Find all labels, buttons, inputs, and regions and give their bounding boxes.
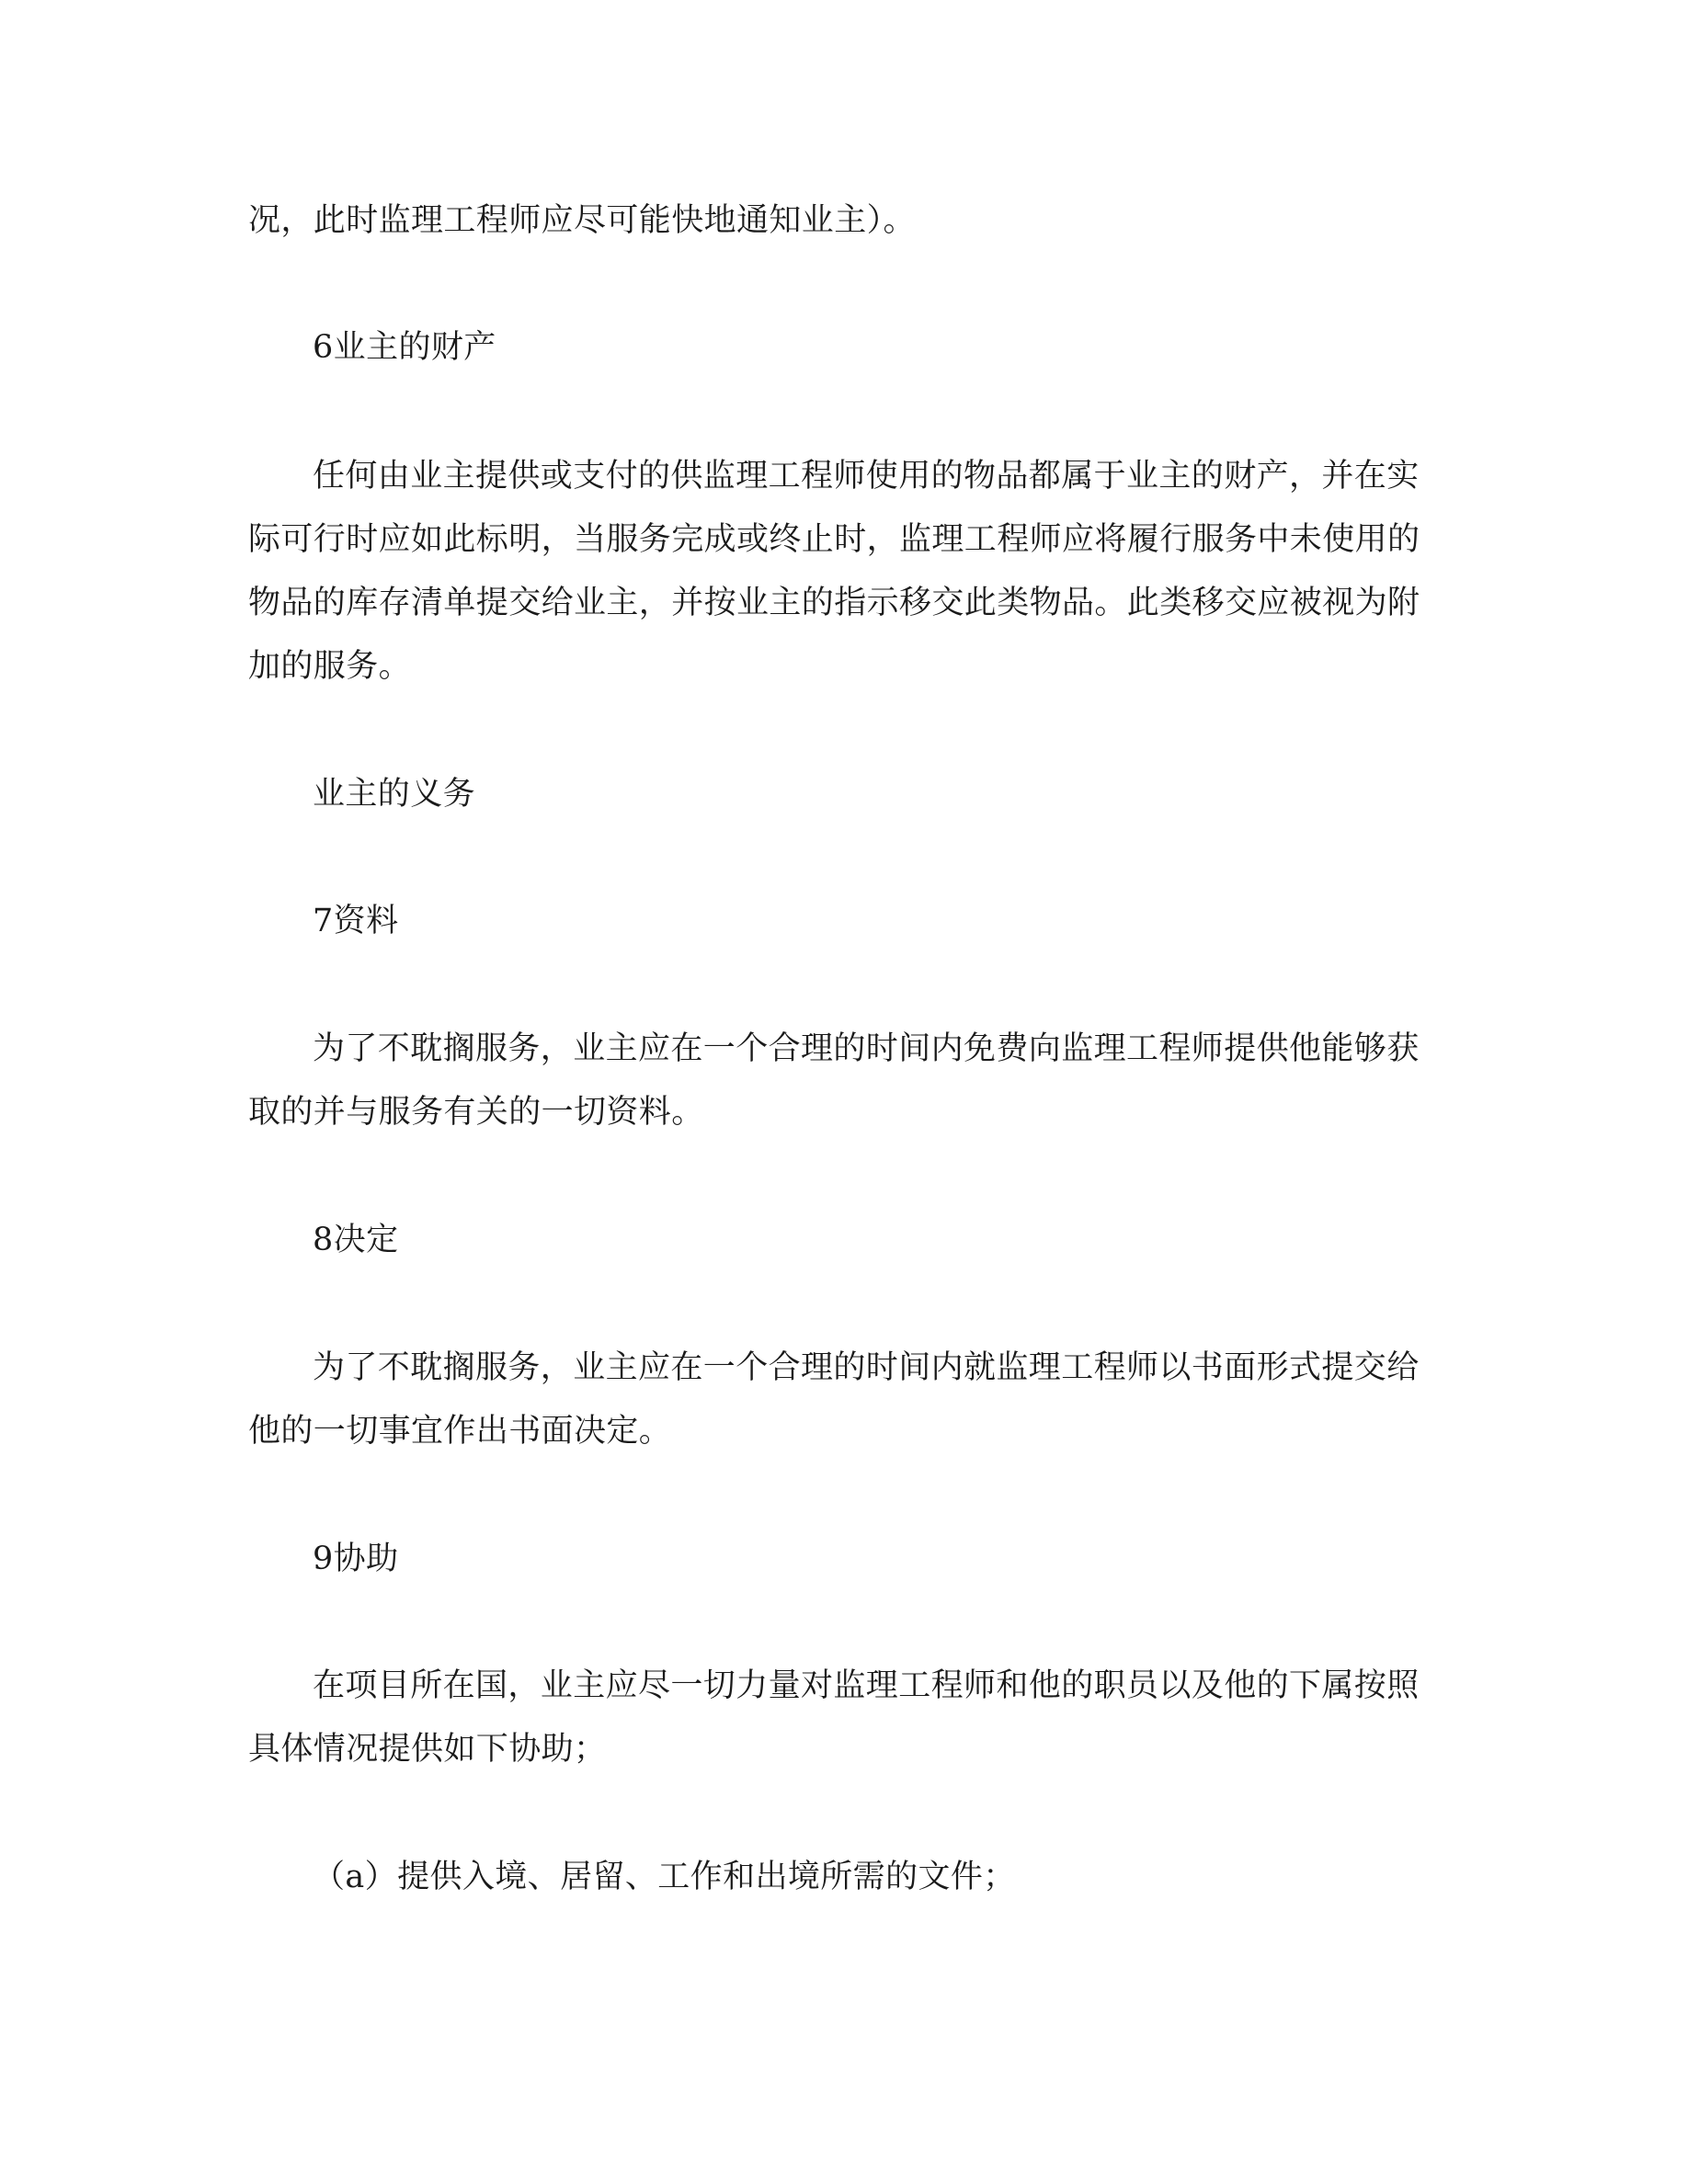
clause-6-text-line-3: 物品的库存清单提交给业主，并按业主的指示移交此类物品。此类移交应被视为附	[248, 585, 1420, 621]
clause-6-text-line-1: 任何由业主提供或支付的供监理工程师使用的物品都属于业主的财产，并在实	[313, 458, 1420, 495]
clause-9-heading: 9协助	[313, 1541, 399, 1577]
clause-8-heading: 8决定	[313, 1222, 399, 1258]
clause-6-text-line-4: 加的服务。	[248, 648, 412, 685]
clause-7-text-line-1: 为了不耽搁服务，业主应在一个合理的时间内免费向监理工程师提供他能够获	[313, 1030, 1420, 1067]
clause-6-text-line-2: 际可行时应如此标明，当服务完成或终止时，监理工程师应将履行服务中未使用的	[248, 521, 1420, 558]
clause-8-text-line-2: 他的一切事宜作出书面决定。	[248, 1413, 672, 1450]
clause-9-text-line-1: 在项目所在国，业主应尽一切力量对监理工程师和他的职员以及他的下属按照	[313, 1667, 1420, 1704]
clause-7-heading: 7资料	[313, 903, 399, 939]
clause-8-text-line-1: 为了不耽搁服务，业主应在一个合理的时间内就监理工程师以书面形式提交给	[313, 1349, 1420, 1386]
clause-7-text-line-2: 取的并与服务有关的一切资料。	[248, 1094, 704, 1131]
clause-9-item-a: （a）提供入境、居留、工作和出境所需的文件；	[313, 1859, 1016, 1895]
clause-9-text-line-2: 具体情况提供如下协助；	[248, 1731, 607, 1768]
paragraph-continuation: 况，此时监理工程师应尽可能快地通知业主）。	[248, 202, 916, 239]
section-title-owner-obligations: 业主的义务	[313, 776, 476, 813]
clause-6-heading: 6业主的财产	[313, 329, 496, 366]
